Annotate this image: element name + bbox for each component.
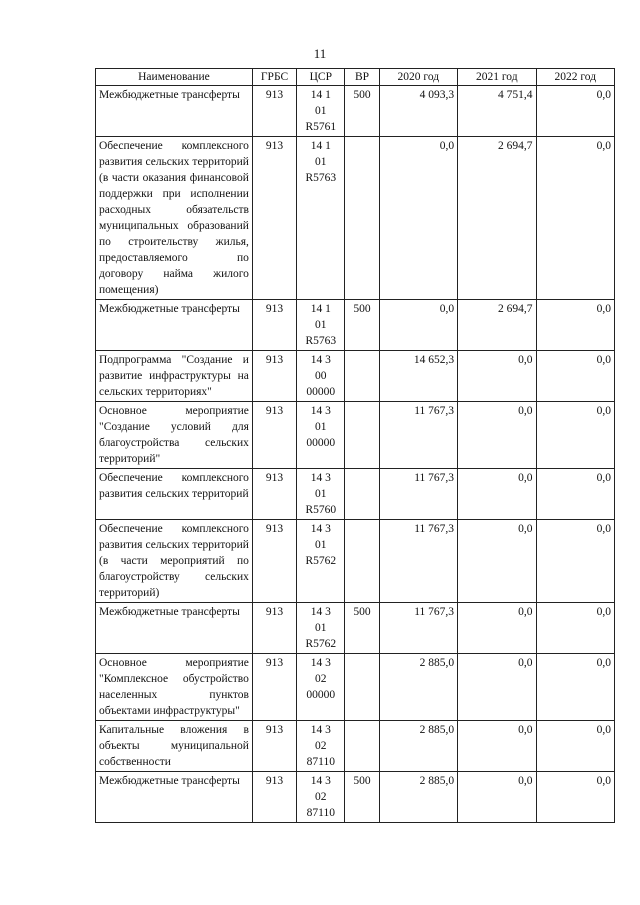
row-grbs-cell: 913 bbox=[252, 772, 296, 823]
row-grbs-cell: 913 bbox=[252, 402, 296, 469]
row-name-cell: Обеспечение комплексного развития сельских территорий bbox=[96, 469, 253, 520]
row-2021-cell: 0,0 bbox=[458, 402, 536, 469]
page-number: 11 bbox=[313, 46, 327, 61]
row-grbs-cell: 913 bbox=[252, 721, 296, 772]
row-2022-cell: 0,0 bbox=[536, 603, 614, 654]
row-grbs-cell: 913 bbox=[252, 300, 296, 351]
header-csr: ЦСР bbox=[297, 69, 345, 86]
row-csr-cell bbox=[297, 469, 345, 520]
row-2022-cell: 0,0 bbox=[536, 351, 614, 402]
csr-code-part: 14 3 bbox=[310, 354, 331, 366]
row-2022-cell: 0,0 bbox=[536, 402, 614, 469]
row-grbs-cell: 913 bbox=[252, 603, 296, 654]
row-grbs-cell: 913 bbox=[252, 137, 296, 300]
csr-code-part: 02 bbox=[315, 740, 327, 752]
row-2020-cell: 2 885,0 bbox=[379, 772, 457, 823]
row-2020-cell: 11 767,3 bbox=[379, 603, 457, 654]
header-vr: ВР bbox=[345, 69, 379, 86]
csr-code-part: 14 3 bbox=[310, 472, 331, 484]
csr-code-part: 00000 bbox=[306, 437, 336, 449]
row-csr-cell bbox=[297, 86, 345, 137]
row-vr-cell: 500 bbox=[345, 300, 379, 351]
row-2020-cell: 2 885,0 bbox=[379, 654, 457, 721]
table-header bbox=[96, 69, 615, 86]
row-grbs-cell: 913 bbox=[252, 654, 296, 721]
row-vr-cell: 500 bbox=[345, 86, 379, 137]
table-row bbox=[96, 603, 615, 654]
header-2021: 2021 год bbox=[458, 69, 536, 86]
table-row bbox=[96, 351, 615, 402]
row-grbs-cell: 913 bbox=[252, 469, 296, 520]
csr-code-part: 02 bbox=[315, 791, 327, 803]
row-vr-cell: 500 bbox=[345, 772, 379, 823]
row-2022-cell: 0,0 bbox=[536, 654, 614, 721]
csr-code-part: R5763 bbox=[305, 172, 337, 184]
table-row bbox=[96, 469, 615, 520]
row-2021-cell: 0,0 bbox=[458, 469, 536, 520]
csr-code-part: 01 bbox=[315, 319, 327, 331]
csr-code-part: 14 3 bbox=[310, 775, 331, 787]
budget-table bbox=[95, 68, 615, 823]
row-name-cell: Межбюджетные трансферты bbox=[96, 86, 253, 137]
row-2021-cell: 0,0 bbox=[458, 351, 536, 402]
csr-code-part: R5762 bbox=[305, 555, 337, 567]
csr-code-part: 00000 bbox=[306, 689, 336, 701]
row-2021-cell: 0,0 bbox=[458, 603, 536, 654]
csr-code-part: 14 1 bbox=[310, 89, 331, 101]
row-vr-cell: 500 bbox=[345, 603, 379, 654]
row-2021-cell: 0,0 bbox=[458, 654, 536, 721]
row-vr-cell bbox=[345, 469, 379, 520]
csr-code-part: 01 bbox=[315, 622, 327, 634]
row-name-cell: Подпрограмма "Создание и развитие инфраструктуры на сельских территориях" bbox=[96, 351, 253, 402]
table-row bbox=[96, 86, 615, 137]
csr-code-part: 00000 bbox=[306, 386, 336, 398]
row-grbs-cell: 913 bbox=[252, 86, 296, 137]
table-row bbox=[96, 300, 615, 351]
row-2022-cell: 0,0 bbox=[536, 721, 614, 772]
csr-code-part: 00 bbox=[315, 370, 327, 382]
row-csr-cell bbox=[297, 654, 345, 721]
row-csr-cell bbox=[297, 772, 345, 823]
csr-code-part: 01 bbox=[315, 539, 327, 551]
row-2020-cell: 11 767,3 bbox=[379, 402, 457, 469]
csr-code-part: 87110 bbox=[306, 756, 335, 768]
row-name-cell: Межбюджетные трансферты bbox=[96, 603, 253, 654]
row-2020-cell: 4 093,3 bbox=[379, 86, 457, 137]
table-row bbox=[96, 137, 615, 300]
row-vr-cell bbox=[345, 402, 379, 469]
table-row bbox=[96, 772, 615, 823]
row-vr-cell bbox=[345, 721, 379, 772]
row-csr-cell bbox=[297, 137, 345, 300]
row-2021-cell: 0,0 bbox=[458, 772, 536, 823]
row-2020-cell: 14 652,3 bbox=[379, 351, 457, 402]
table-row bbox=[96, 721, 615, 772]
row-2020-cell: 11 767,3 bbox=[379, 469, 457, 520]
row-grbs-cell: 913 bbox=[252, 351, 296, 402]
row-2022-cell: 0,0 bbox=[536, 137, 614, 300]
row-csr-cell bbox=[297, 603, 345, 654]
table-row bbox=[96, 520, 615, 603]
csr-code-part: 87110 bbox=[306, 807, 335, 819]
table-row bbox=[96, 654, 615, 721]
row-name-cell: Основное мероприятие "Создание условий для благоустройства сельских территорий" bbox=[96, 402, 253, 469]
row-name-cell: Обеспечение комплексного развития сельских территорий (в части оказания финансовой поддержки при исполнении расходных обязательств муниципальных образований по строительству жилья, предоставляемого по договору найма жилого помещения) bbox=[96, 137, 253, 300]
row-vr-cell bbox=[345, 520, 379, 603]
row-2020-cell: 2 885,0 bbox=[379, 721, 457, 772]
csr-code-part: 01 bbox=[315, 488, 327, 500]
csr-code-part: 14 3 bbox=[310, 657, 331, 669]
csr-code-part: 02 bbox=[315, 673, 327, 685]
row-name-cell: Межбюджетные трансферты bbox=[96, 300, 253, 351]
csr-code-part: 01 bbox=[315, 421, 327, 433]
row-2022-cell: 0,0 bbox=[536, 520, 614, 603]
row-csr-cell bbox=[297, 351, 345, 402]
table-body bbox=[96, 86, 615, 823]
row-2022-cell: 0,0 bbox=[536, 300, 614, 351]
row-csr-cell bbox=[297, 721, 345, 772]
row-name-cell: Межбюджетные трансферты bbox=[96, 772, 253, 823]
row-vr-cell bbox=[345, 137, 379, 300]
row-csr-cell bbox=[297, 520, 345, 603]
csr-code-part: 14 1 bbox=[310, 303, 331, 315]
csr-code-part: R5762 bbox=[305, 638, 337, 650]
row-csr-cell bbox=[297, 300, 345, 351]
row-2021-cell: 2 694,7 bbox=[458, 300, 536, 351]
csr-code-part: R5761 bbox=[305, 121, 337, 133]
csr-code-part: R5763 bbox=[305, 335, 337, 347]
row-name-cell: Основное мероприятие "Комплексное обустройство населенных пунктов объектами инфраструктуры" bbox=[96, 654, 253, 721]
row-name-cell: Обеспечение комплексного развития сельских территорий (в части мероприятий по благоустройству сельских территорий) bbox=[96, 520, 253, 603]
row-2021-cell: 0,0 bbox=[458, 520, 536, 603]
csr-code-part: 14 1 bbox=[310, 140, 331, 152]
row-2021-cell: 0,0 bbox=[458, 721, 536, 772]
row-2020-cell: 0,0 bbox=[379, 300, 457, 351]
row-2021-cell: 4 751,4 bbox=[458, 86, 536, 137]
table-row bbox=[96, 402, 615, 469]
csr-code-part: 14 3 bbox=[310, 724, 331, 736]
header-name: Наименование bbox=[96, 69, 253, 86]
row-2022-cell: 0,0 bbox=[536, 86, 614, 137]
csr-code-part: 14 3 bbox=[310, 405, 331, 417]
row-2021-cell: 2 694,7 bbox=[458, 137, 536, 300]
row-2022-cell: 0,0 bbox=[536, 772, 614, 823]
header-2020: 2020 год bbox=[379, 69, 457, 86]
csr-code-part: 01 bbox=[315, 156, 327, 168]
row-vr-cell bbox=[345, 351, 379, 402]
csr-code-part: 14 3 bbox=[310, 606, 331, 618]
csr-code-part: 01 bbox=[315, 105, 327, 117]
csr-code-part: 14 3 bbox=[310, 523, 331, 535]
row-vr-cell bbox=[345, 654, 379, 721]
row-2020-cell: 11 767,3 bbox=[379, 520, 457, 603]
header-grbs: ГРБС bbox=[252, 69, 296, 86]
row-csr-cell bbox=[297, 402, 345, 469]
row-name-cell: Капитальные вложения в объекты муниципальной собственности bbox=[96, 721, 253, 772]
row-2022-cell: 0,0 bbox=[536, 469, 614, 520]
row-grbs-cell: 913 bbox=[252, 520, 296, 603]
row-2020-cell: 0,0 bbox=[379, 137, 457, 300]
csr-code-part: R5760 bbox=[305, 504, 337, 516]
header-2022: 2022 год bbox=[536, 69, 614, 86]
